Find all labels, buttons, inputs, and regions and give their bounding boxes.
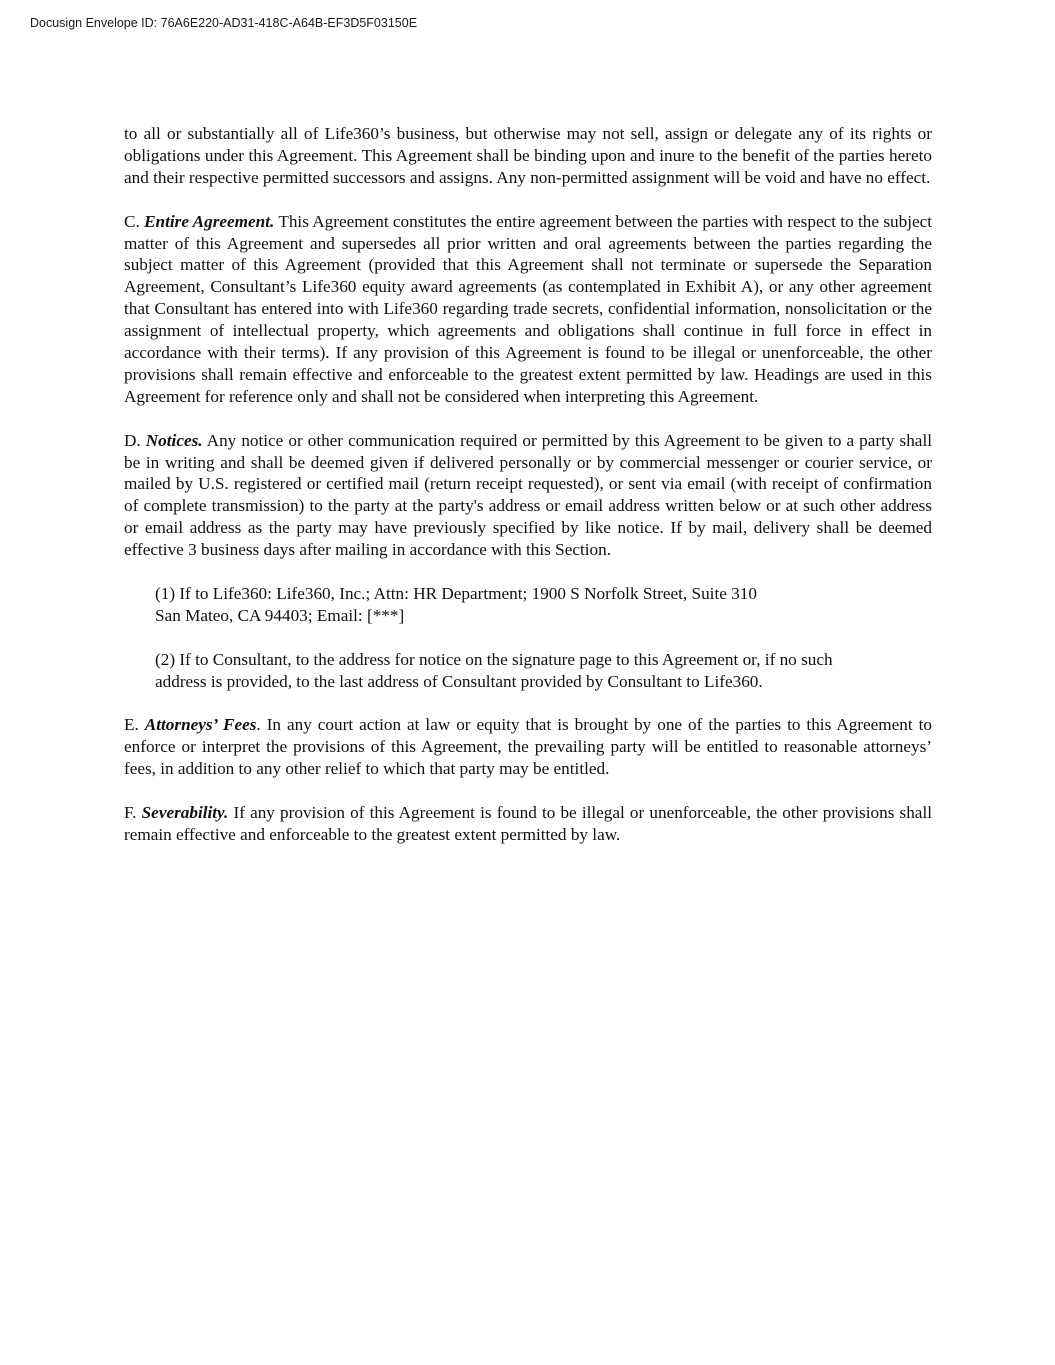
section-attorneys-fees xyxy=(124,714,932,780)
section-letter: E. xyxy=(124,715,145,735)
docusign-envelope-id: Docusign Envelope ID: 76A6E220-AD31-418C-A64B-EF3D5F03150E xyxy=(30,16,418,30)
section-letter: C. xyxy=(124,211,145,231)
section-body: In any court action at law or equity that is brought by one of the parties to this Agreement to enforce or interpret the provisions of this Agreement, the prevailing party will be entitled to reasonable attorneys’ fees, in addition to any other relief to which that party may be entitled. xyxy=(124,715,932,779)
notice-item-consultant xyxy=(155,649,932,693)
section-entire-agreement xyxy=(124,211,932,408)
section-body: Any notice or other communication required or permitted by this Agreement to be given to a party shall be in writing and shall be deemed given if delivered personally or by commercial messenger or courier service, or mailed by U.S. registered or certified mail (return receipt requested), or sent via email (with receipt of confirmation of complete transmission) to the party at the party's address or email address written below or at such other address or email address as the party may have previously specified by like notice. If by mail, delivery shall be deemed effective 3 business days after mailing in accordance with this Section. xyxy=(124,430,932,560)
section-letter: F. xyxy=(124,803,142,822)
continuation-paragraph: to all or substantially all of Life360’s business, but otherwise may not sell, assign or delegate any of its rights or obligations under this Agreement. This Agreement shall be binding upon and inure to the benefit of the parties hereto and their respective permitted successors and assigns. Any non-permitted assignment will be void and have no effect. xyxy=(124,124,932,187)
section-heading-suffix: . xyxy=(256,715,261,735)
section-heading: Severability. xyxy=(141,803,229,822)
section-notices xyxy=(124,430,932,561)
document-body xyxy=(124,123,932,868)
notice-item-line: (1) If to Life360: Life360, Inc.; Attn: HR Department; 1900 S Norfolk Street, Suite 310 xyxy=(155,583,757,603)
section-body: This Agreement constitutes the entire agreement between the parties with respect to the subject matter of this Agreement and supersedes all prior written and oral agreements between the parties regarding the subject matter of this Agreement (provided that this Agreement shall not terminate or supersede the Separation Agreement, Consultant’s Life360 equity award agreements (as contemplated in Exhibit A), or any other agreement that Consultant has entered into with Life360 regarding trade secrets, confidential information, nonsolicitation or the assignment of intellectual property, which agreements and obligations shall continue in full force in effect in accordance with their terms). If any provision of this Agreement is found to be illegal or unenforceable, the other provisions shall remain effective and enforceable to the greatest extent permitted by law. Headings are used in this Agreement for reference only and shall not be considered when interpreting this Agreement. xyxy=(124,211,933,406)
section-severability xyxy=(124,802,932,846)
section-letter: D. xyxy=(124,430,146,450)
section-body: If any provision of this Agreement is found to be illegal or unenforceable, the other provisions shall remain effective and enforceable to the greatest extent permitted by law. xyxy=(124,803,932,844)
notice-item-line: San Mateo, CA 94403; Email: [***] xyxy=(155,605,405,625)
section-heading: Attorneys’ Fees xyxy=(144,715,257,735)
section-heading: Notices. xyxy=(145,430,203,450)
notice-item-line: address is provided, to the last address of Consultant provided by Consultant to Life360. xyxy=(155,671,763,691)
notice-item-life360 xyxy=(155,583,932,627)
section-heading: Entire Agreement. xyxy=(144,211,275,231)
notice-item-line: (2) If to Consultant, to the address for notice on the signature page to this Agreement or, if no such xyxy=(155,649,833,669)
